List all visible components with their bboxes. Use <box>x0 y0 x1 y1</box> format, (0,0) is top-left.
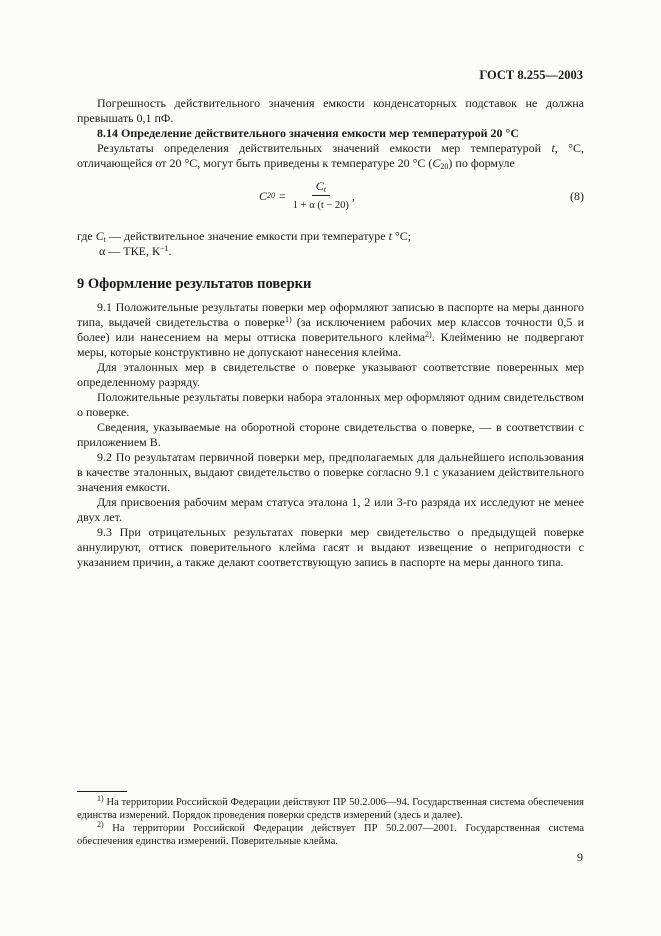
where-alpha-tail: . <box>168 244 172 258</box>
paragraph-error-limit: Погрешность действительного значения емкости конденсаторных подставок не должна превышать 0,1 пФ. <box>77 96 584 125</box>
footnotes <box>77 791 584 848</box>
where-ct-tail: °С; <box>391 229 412 243</box>
formula-fraction <box>293 179 349 213</box>
footnote-divider <box>77 791 127 792</box>
where-prefix: где <box>77 229 96 243</box>
paragraph-9-1-set: Положительные результаты поверки набора эталонных мер оформляют одним свидетельством о поверке. <box>77 390 584 419</box>
paragraph-9-1 <box>77 300 584 360</box>
footnote-1 <box>77 796 584 822</box>
footnote-1-mark: 1) <box>97 794 104 803</box>
where-alpha <box>77 244 584 259</box>
footnote-2-mark: 2) <box>97 820 104 829</box>
paragraph-9-1-reference: Для эталонных мер в свидетельстве о поверке указывают соответствие поверенных мер определенному разряду. <box>77 360 584 389</box>
results-text-b: , °С, отличающейся от 20 °С, могут быть приведены к температуре 20 °С ( <box>77 141 584 170</box>
p91-text-b: (за исключением рабочих мер классов точности 0,5 и более) или нанесением на меры оттиска поверительного клейма <box>77 315 585 344</box>
document-header: ГОСТ 8.255—2003 <box>479 68 583 82</box>
formula-denominator: 1 + α (t − 20) <box>292 200 349 211</box>
p91-text-a: 9.1 Положительные результаты поверки мер оформляют записью в паспорте на меры данного типа, выдачей свидетельства о поверке <box>77 300 584 329</box>
formula-body: C 20 = $\frac{C_t}{1 + \alpha (t - 20)}$ , <box>259 179 355 211</box>
paragraph-9-1-reverse: Сведения, указываемые на оборотной стороне свидетельства о поверке, — в соответствии с приложением В. <box>77 420 584 449</box>
where-t-var: t <box>388 229 392 243</box>
p91-text-c: . Клеймению не подвергают меры, которые конструктивно не допускают нанесения клейма. <box>77 330 584 359</box>
results-var-t: t <box>551 141 555 155</box>
where-ct-var: C <box>95 229 104 243</box>
footnote-1-text: На территории Российской Федерации действуют ПР 50.2.006—94. Государственная система обеспечения единства измерений. Порядок проведения поверки средств измерений (здесь и далее). <box>77 797 584 821</box>
page-number: 9 <box>577 850 583 864</box>
footnote-ref-1: 1) <box>284 315 292 324</box>
formula-numerator <box>312 179 330 196</box>
subheading-8-14: 8.14 Определение действительного значения емкости мер температурой 20 °С <box>97 126 520 140</box>
formula-lhs: C <box>259 188 268 203</box>
footnote-2-text: На территории Российской Федерации действует ПР 50.2.007—2001. Государственная система обеспечения единства измерений. Поверительные клейма. <box>77 823 584 847</box>
formula-8 <box>77 179 584 225</box>
formula-number: (8) <box>570 189 584 203</box>
paragraph-9-2-status: Для присвоения рабочим мерам статуса эталона 1, 2 или 3-го разряда их исследуют не менее двух лет. <box>77 495 584 524</box>
where-ct-text: — действительное значение емкости при температуре <box>106 229 389 243</box>
formula-num-c: C <box>315 179 324 193</box>
main-content <box>77 96 584 570</box>
paragraph-results <box>77 141 584 171</box>
where-ct <box>77 229 584 244</box>
footnote-ref-2: 2) <box>425 330 432 339</box>
formula-equals: = <box>279 188 286 203</box>
results-var-c20: C <box>432 156 441 170</box>
formula-comma: , <box>351 188 355 203</box>
where-alpha-sup: −1 <box>159 244 169 253</box>
formula-num-sub: t <box>323 185 326 194</box>
results-text-a: Результаты определения действительных значений емкости мер температурой <box>97 141 552 155</box>
where-ct-sub: t <box>103 235 107 244</box>
paragraph-9-3: 9.3 При отрицательных результатах поверки мер свидетельство о предыдущей поверке аннулируют, оттиск поверительного клейма гасят и выдают извещение о непригодности с указанием причин, а также делают соответствующую запись в паспорте на меры данного типа. <box>77 525 584 569</box>
results-var-c20-sub: 20 <box>440 162 449 171</box>
section-9-title: 9 Оформление результатов поверки <box>77 276 312 292</box>
where-alpha-text: α — ТКЕ, К <box>99 244 160 258</box>
footnote-2 <box>77 822 584 848</box>
paragraph-9-2: 9.2 По результатам первичной поверки мер, предполагаемых для дальнейшего использования в качестве эталонных, выдают свидетельство о поверке согласно 9.1 с указанием действительного значения емкости. <box>77 450 584 494</box>
results-text-c: ) по формуле <box>448 156 515 170</box>
